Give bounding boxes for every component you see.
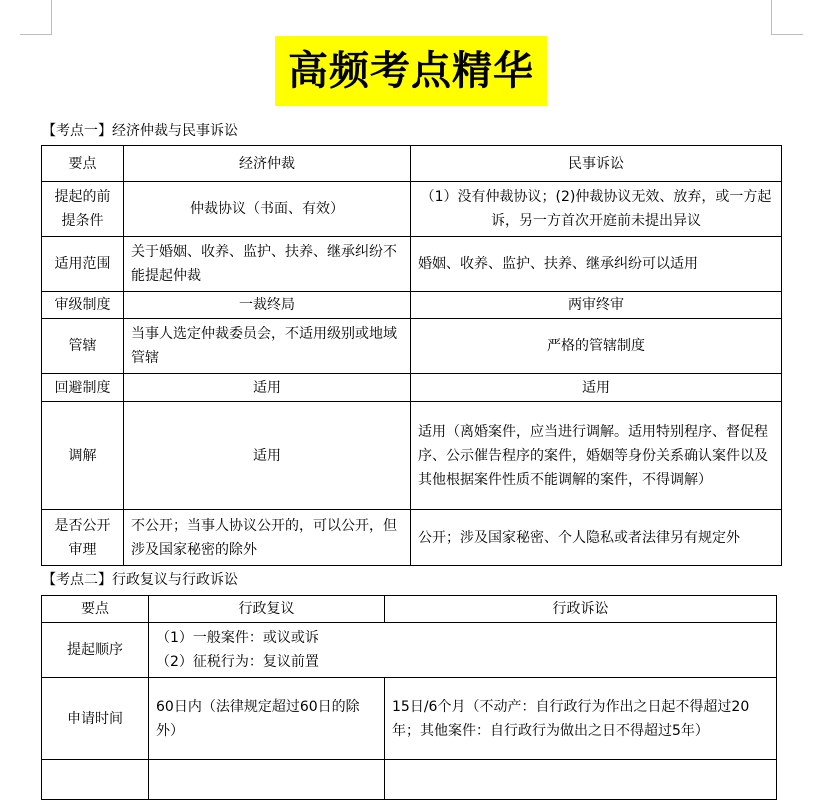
header-cell-point: 要点 xyxy=(42,146,124,182)
table-header-row xyxy=(42,146,782,182)
litigation-cell: 婚姻、收养、监护、扶养、继承纠纷可以适用 xyxy=(411,237,782,292)
header-cell-arbitration: 经济仲裁 xyxy=(124,146,411,182)
row-point-cell: 适用范围 xyxy=(42,237,124,292)
row-point-cell: 提起顺序 xyxy=(42,623,149,678)
header-cell-litigation: 民事诉讼 xyxy=(411,146,782,182)
arbitration-cell: 适用 xyxy=(124,402,411,510)
table-row xyxy=(42,402,782,510)
crop-mark-top-left-vertical xyxy=(51,0,52,35)
crop-mark-top-right-horizontal xyxy=(771,34,803,35)
arbitration-litigation-table xyxy=(41,145,782,566)
row-point-cell: 提起的前提条件 xyxy=(42,182,124,237)
row-point-cell: 调解 xyxy=(42,402,124,510)
header-cell-review: 行政复议 xyxy=(149,596,385,623)
arbitration-cell: 仲裁协议（书面、有效） xyxy=(124,182,411,237)
section-heading-1: 【考点一】经济仲裁与民事诉讼 xyxy=(42,123,238,139)
row-point-cell: 审级制度 xyxy=(42,292,124,319)
table-row xyxy=(42,292,782,319)
table-row xyxy=(42,510,782,566)
arbitration-cell: 关于婚姻、收养、监护、扶养、继承纠纷不能提起仲裁 xyxy=(124,237,411,292)
row-point-cell: 管辖 xyxy=(42,319,124,374)
arbitration-cell: 一裁终局 xyxy=(124,292,411,319)
table-row xyxy=(42,623,777,678)
table-row xyxy=(42,678,777,760)
arbitration-cell: 适用 xyxy=(124,374,411,402)
review-administrative-litigation-table xyxy=(41,595,777,800)
order-line-tax: （2）征税行为：复议前置 xyxy=(156,654,319,670)
header-cell-point: 要点 xyxy=(42,596,149,623)
table-header-row xyxy=(42,596,777,623)
crop-mark-top-left-horizontal xyxy=(20,34,52,35)
review-cell: 60日内（法律规定超过60日的除外） xyxy=(149,678,385,760)
table-row xyxy=(42,319,782,374)
arbitration-cell: 不公开；当事人协议公开的，可以公开，但涉及国家秘密的除外 xyxy=(124,510,411,566)
row-point-cell: 回避制度 xyxy=(42,374,124,402)
table-row xyxy=(42,237,782,292)
litigation-cell: 适用（离婚案件，应当进行调解。适用特别程序、督促程序、公示催告程序的案件，婚姻等身份关系确认案件以及其他根据案件性质不能调解的案件，不得调解） xyxy=(411,402,782,510)
header-cell-admin-litigation: 行政诉讼 xyxy=(385,596,777,623)
section-heading-2: 【考点二】行政复议与行政诉讼 xyxy=(42,572,238,588)
litigation-cell: 公开；涉及国家秘密、个人隐私或者法律另有规定外 xyxy=(411,510,782,566)
merged-content-cell xyxy=(149,623,777,678)
admin-litigation-cell: 15日/6个月（不动产：自行政行为作出之日起不得超过20年；其他案件：自行政行为做出之日不得超过5年） xyxy=(385,678,777,760)
row-point-cell: 是否公开审理 xyxy=(42,510,124,566)
litigation-cell: 两审终审 xyxy=(411,292,782,319)
arbitration-cell: 当事人选定仲裁委员会，不适用级别或地域管辖 xyxy=(124,319,411,374)
table-row xyxy=(42,182,782,237)
document-title: 高频考点精华 xyxy=(275,36,547,106)
crop-mark-top-right-vertical xyxy=(771,0,772,35)
litigation-cell: 严格的管辖制度 xyxy=(411,319,782,374)
litigation-cell: （1）没有仲裁协议；(2)仲裁协议无效、放弃，或一方起诉，另一方首次开庭前未提出异议 xyxy=(411,182,782,237)
row-point-cell: 申请时间 xyxy=(42,678,149,760)
table-row xyxy=(42,374,782,402)
litigation-cell: 适用 xyxy=(411,374,782,402)
order-line-general: （1）一般案件：或议或诉 xyxy=(156,630,319,646)
